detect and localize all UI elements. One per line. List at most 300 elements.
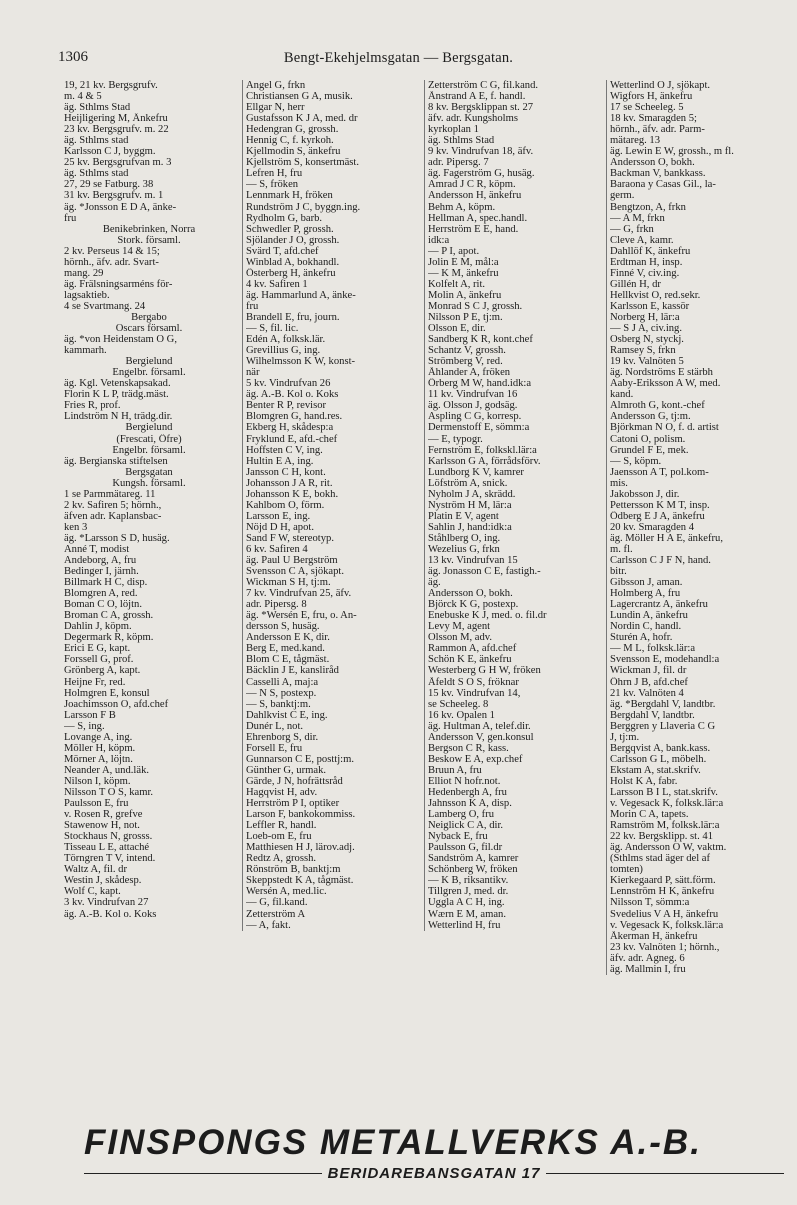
directory-line: Dahlin J, köpm. <box>64 621 132 633</box>
directory-line: äfv. adr. Agneg. 6 <box>610 952 685 964</box>
directory-line: Lamberg O, fru <box>428 809 494 821</box>
directory-line: Johansson J A R, rit. <box>246 477 333 489</box>
directory-line: 2 kv. Safiren 5; hörnh., <box>64 499 162 511</box>
directory-line: 17 se Scheeleg. 5 <box>610 102 684 114</box>
directory-line: 16 kv. Opalen 1 <box>428 709 495 721</box>
directory-line: Österberg H, änkefru <box>246 267 336 279</box>
directory-line: Bruun A, fru <box>428 764 482 776</box>
directory-line: Schantz V, grossh. <box>428 345 506 357</box>
directory-line: Catoni O, polism. <box>610 433 686 445</box>
directory-line: Behm A, köpm. <box>428 201 496 213</box>
directory-line: v. Rosen R, grefve <box>64 809 143 821</box>
directory-line: äg. Bergianska stiftelsen <box>64 455 168 467</box>
directory-line: äg. Sthlms stad <box>64 168 129 180</box>
directory-line: Neiglick C A, dir. <box>428 820 504 832</box>
directory-line: Zetterström A <box>246 908 306 920</box>
directory-line: — A, fakt. <box>246 919 291 931</box>
directory-line: Günther G, urmak. <box>246 764 327 776</box>
directory-line: 19, 21 kv. Bergsgrufv. <box>64 80 158 91</box>
directory-line: — K M, änkefru <box>428 267 499 279</box>
directory-line: Grevillius G, ing. <box>246 345 321 357</box>
directory-line: 1 se Parmmätareg. 11 <box>64 488 156 500</box>
directory-line: — S, banktj:m. <box>246 698 311 710</box>
directory-line: Bergabo <box>131 311 167 323</box>
directory-line: äg. Nordströms E stärbh <box>610 367 713 379</box>
directory-line: Bengtzon, A, frkn <box>610 201 686 213</box>
directory-line: 31 kv. Bergsgrufv. m. 1 <box>64 190 164 202</box>
directory-line: fru <box>246 300 259 312</box>
directory-line: Morin C A, tapets. <box>610 809 689 821</box>
directory-line: Åhlander A, fröken <box>428 367 511 379</box>
directory-line: Stork. församl. <box>117 234 181 246</box>
directory-line: Broman C A, grossh. <box>64 610 154 622</box>
directory-line: — S, fröken <box>246 179 299 191</box>
directory-line: äg. Sthlms stad <box>64 135 129 147</box>
directory-line: Finné V, civ.ing. <box>610 267 680 279</box>
directory-line: Bergielund <box>125 422 173 434</box>
directory-line: Andersson H, änkefru <box>428 190 522 202</box>
directory-line: Larsson B I L, stat.skrifv. <box>610 787 718 798</box>
page-title: Bengt-Ekehjelmsgatan — Bergsgatan. <box>283 50 514 66</box>
directory-line: bitr. <box>610 566 627 578</box>
directory-line: Grönberg A, kapt. <box>64 665 141 677</box>
directory-line: 6 kv. Safiren 4 <box>246 543 308 555</box>
directory-line: Svensson E, modehandl:a <box>610 654 720 666</box>
directory-line: Berg E, med.kand. <box>246 643 325 655</box>
directory-line: Rammon A, afd.chef <box>428 643 517 655</box>
advert-address: BERIDAREBANSGATAN 17 <box>327 1165 541 1182</box>
directory-line: — S J A, civ.ing. <box>610 323 683 335</box>
directory-line: 25 kv. Bergsgrufvan m. 3 <box>64 157 172 169</box>
directory-line: hörnh., äfv. adr. Parm- <box>610 124 705 136</box>
directory-line: Nyström H M, lär:a <box>428 499 512 511</box>
directory-line: Löfström A, snick. <box>428 477 508 489</box>
directory-line: Angel G, frkn <box>246 80 306 91</box>
directory-line: Holmgren E, konsul <box>64 687 150 699</box>
directory-line: kyrkoplan 1 <box>428 124 479 136</box>
directory-line: Grundel F E, mek. <box>610 444 689 456</box>
directory-line: Ramström M, folksk.lär:a <box>610 820 720 832</box>
directory-line: Gärde, J N, hofrättsråd <box>246 775 343 787</box>
directory-line: — A M, frkn <box>610 212 665 224</box>
directory-line: Edén A, folksk.lär. <box>246 334 326 346</box>
directory-line: Matthiesen H J, lärov.adj. <box>246 842 355 854</box>
directory-line: Aaby-Eriksson A W, med. <box>610 378 721 390</box>
directory-line: Backman V, bankkass. <box>610 168 706 180</box>
directory-line: Zetterström C G, fil.kand. <box>428 80 539 91</box>
directory-line: Fries R, prof. <box>64 400 121 412</box>
directory-line: Kjellmodin S, änkefru <box>246 146 341 158</box>
directory-line: Schwedler P, grossh. <box>246 223 334 235</box>
directory-line: äg. *Wersén E, fru, o. An- <box>246 610 357 622</box>
directory-line: Blomgren G, hand.res. <box>246 411 343 423</box>
page-number: 1306 <box>58 49 88 65</box>
directory-line: Elliot N hofr.not. <box>428 775 501 787</box>
directory-line: äg. Hammarlund A, änke- <box>246 289 356 301</box>
directory-line: (Sthlms stad äger del af <box>610 853 711 865</box>
directory-line: äg. Andersson O W, vaktm. <box>610 842 727 854</box>
directory-line: Schön K E, änkefru <box>428 654 512 666</box>
directory-line: Levy M, agent <box>428 621 491 633</box>
directory-line: Westin J, skådesp. <box>64 875 142 887</box>
directory-line: Casselli A, maj:a <box>246 676 319 688</box>
directory-line: Wolf C, kapt. <box>64 886 121 898</box>
directory-line: Anné T, modist <box>64 543 130 555</box>
directory-line: dersson S, husäg. <box>246 621 320 633</box>
directory-line: Tisseau L E, attaché <box>64 842 150 854</box>
directory-line: Aspling C G, korresp. <box>428 411 522 423</box>
directory-line: — S, fil. lic. <box>246 323 299 335</box>
directory-line: Leffler R, handl. <box>246 820 317 832</box>
directory-line: Baraona y Casas Gil., la- <box>610 179 716 191</box>
directory-line: äg. Kgl. Vetenskapsakad. <box>64 378 171 390</box>
directory-line: äg. <box>428 577 441 589</box>
directory-line: 3 kv. Vindrufvan 27 <box>64 897 149 909</box>
directory-line: 22 kv. Bergsklipp. st. 41 <box>610 831 713 843</box>
directory-line: Lindström N H, trädg.dir. <box>64 411 173 423</box>
directory-line: Nyback E, fru <box>428 831 488 843</box>
directory-line: Ramsey S, frkn <box>610 345 676 357</box>
directory-line: Kungsh. församl. <box>112 477 186 489</box>
directory-line: äg. Möller H A E, änkefru, <box>610 532 723 544</box>
directory-line: Hedenbergh A, fru <box>428 787 507 798</box>
directory-line: Lefren H, fru <box>246 168 303 180</box>
directory-line: (Frescati, Öfre) <box>116 433 182 445</box>
directory-line: Nilsson P E, tj:m. <box>428 311 503 323</box>
directory-line: Degermark R, köpm. <box>64 632 154 644</box>
directory-line: Nyholm J A, skrädd. <box>428 488 516 500</box>
directory-line: Beskow E A, exp.chef <box>428 753 523 765</box>
directory-line: Holst K A, fabr. <box>610 775 678 787</box>
directory-column-4 <box>606 80 786 975</box>
advert-rule-right <box>546 1173 784 1174</box>
directory-line: Ståhlberg O, ing. <box>428 532 501 544</box>
directory-line: Norberg H, lär:a <box>610 311 680 323</box>
directory-line: se Scheeleg. 8 <box>428 698 489 710</box>
directory-line: Paulsson G, fil.dr <box>428 842 503 854</box>
directory-line: Johansson K E, bokh. <box>246 488 339 500</box>
directory-line: Dahllöf K, änkefru <box>610 245 691 257</box>
directory-line: Gillén H, dr <box>610 278 661 290</box>
directory-line: Svensson C A, sjökapt. <box>246 566 345 578</box>
directory-line: Dahlkvist C E, ing. <box>246 709 328 721</box>
directory-line: äg. Jonasson C E, fastigh.- <box>428 566 541 578</box>
directory-line: Larson F, bankokommiss. <box>246 809 356 821</box>
directory-line: Jolin E M, mål:a <box>428 256 499 268</box>
directory-line: Gunnarson C E, posttj:m. <box>246 753 354 765</box>
directory-line: — G, frkn <box>610 223 654 235</box>
directory-line: — K B, riksantikv. <box>428 875 509 887</box>
directory-line: Bergdahl V, landtbr. <box>610 709 695 721</box>
directory-line: Holmberg A, fru <box>610 588 681 600</box>
directory-line: Hagqvist H, adv. <box>246 787 318 798</box>
directory-line: Ekberg H, skådesp:a <box>246 422 334 434</box>
directory-line: Carlsson C J F N, hand. <box>610 555 711 567</box>
directory-line: Ånstrand A E, f. handl. <box>428 91 526 103</box>
directory-line: Gibsson J, aman. <box>610 577 683 589</box>
directory-line: äg. Mallmin I, fru <box>610 963 686 975</box>
directory-line: Bergqvist A, bank.kass. <box>610 742 711 754</box>
directory-line: Karlsson E, kassör <box>610 300 690 312</box>
directory-line: Florin K L P, trädg.mäst. <box>64 389 169 401</box>
directory-line: Åfeldt S O S, fröknar <box>428 676 519 688</box>
directory-line: Joachimsson O, afd.chef <box>64 698 169 710</box>
directory-line: Ödberg E J A, änkefru <box>610 510 705 522</box>
directory-line: äg. Sthlms Stad <box>428 135 495 147</box>
directory-line: Waltz A, fil. dr <box>64 864 127 876</box>
directory-line: Sandström A, kamrer <box>428 853 519 865</box>
directory-line: Olsson M, adv. <box>428 632 493 644</box>
directory-line: kand. <box>610 389 634 401</box>
directory-line: äg. Fagerström G, husäg. <box>428 168 535 180</box>
directory-line: Karlsson G A, förrådsförv. <box>428 455 541 467</box>
directory-line: Ellgar N, herr <box>246 102 305 114</box>
directory-line: Erdtman H, insp. <box>610 256 683 268</box>
directory-line: Carlsson G L, möbelh. <box>610 753 707 765</box>
directory-line: Lundborg K V, kamrer <box>428 466 524 478</box>
directory-line: mis. <box>610 477 628 489</box>
directory-line: idk:a <box>428 234 450 246</box>
directory-line: Berggren y Llaveria C G <box>610 720 716 732</box>
directory-line: Herrström P I, optiker <box>246 798 340 810</box>
directory-line: Enebuske K J, med. o. fil.dr <box>428 610 547 622</box>
directory-line: Benikebrinken, Norra <box>102 223 196 235</box>
directory-line: Billmark H C, disp. <box>64 577 148 589</box>
directory-line: Tillgren J, med. dr. <box>428 886 509 898</box>
advertisement <box>84 1124 784 1182</box>
directory-line: Hellman A, spec.handl. <box>428 212 528 224</box>
directory-line: Christiansen G A, musik. <box>246 91 353 103</box>
directory-line: Engelbr. församl. <box>112 444 186 456</box>
directory-line: Andeborg, A, fru <box>64 555 137 567</box>
directory-line: Nilson I, köpm. <box>64 775 131 787</box>
directory-line: Loeb-om E, fru <box>246 831 312 843</box>
directory-line: 18 kv. Smaragden 5; <box>610 113 697 125</box>
directory-line: 2 kv. Perseus 14 & 15; <box>64 245 160 257</box>
directory-line: äg. Frälsningsarméns för- <box>64 278 173 290</box>
advert-title: FINSPONGS METALLVERKS A.-B. <box>84 1123 702 1162</box>
directory-line: Nilsson T, sömm:a <box>610 897 690 909</box>
directory-line: Sjölander J O, grossh. <box>246 234 340 246</box>
directory-line: — P I, apot. <box>428 245 480 257</box>
directory-line: Fernström E, folkskl.lär:a <box>428 444 537 456</box>
directory-line: äg. *Jonsson E D A, änke- <box>64 201 177 213</box>
directory-line: Gustafsson K J A, med. dr <box>246 113 358 125</box>
directory-line: m. 4 & 5 <box>64 91 102 103</box>
directory-line: Rundström J C, byggn.ing. <box>246 201 361 213</box>
directory-line: Blom C E, tågmäst. <box>246 654 330 666</box>
directory-line: fru <box>64 212 77 224</box>
directory-line: Wickman J, fil. dr <box>610 665 687 677</box>
directory-line: Jansson C H, kont. <box>246 466 326 478</box>
directory-line: Wilhelmsson K W, konst- <box>246 356 356 368</box>
directory-line: Dermenstoff E, sömm:a <box>428 422 530 434</box>
directory-line: Strömberg V, red. <box>428 356 503 368</box>
directory-line: Bergsgatan <box>125 466 173 478</box>
directory-line: v. Vegesack K, folksk.lär:a <box>610 798 724 810</box>
directory-line: Andersson O, bokh. <box>610 157 695 169</box>
directory-line: Lennmark H, fröken <box>246 190 333 202</box>
directory-line: Monrad S C J, grossh. <box>428 300 523 312</box>
directory-line: äg. *von Heidenstam O G, <box>64 334 177 346</box>
directory-line: Brandell E, fru, journ. <box>246 311 340 323</box>
directory-line: Hedengran G, grossh. <box>246 124 339 136</box>
directory-line: Engelbr. församl. <box>112 367 186 379</box>
directory-line: äg. Hultman A, telef.dir. <box>428 720 531 732</box>
directory-line: kammarh. <box>64 345 107 357</box>
directory-line: Örberg M W, hand.idk:a <box>428 378 532 390</box>
directory-line: Wærn E M, aman. <box>428 908 506 920</box>
directory-line: Cleve A, kamr. <box>610 234 674 246</box>
directory-line: Åkerman H, änkefru <box>610 930 698 942</box>
directory-line: Kahlbom O, förm. <box>246 499 325 511</box>
directory-line: äg. A.-B. Kol o. Koks <box>64 908 157 920</box>
directory-line: 7 kv. Vindrufvan 25, äfv. <box>246 588 352 600</box>
directory-line: lagsaktieb. <box>64 289 110 301</box>
directory-line: Amrad J C R, köpm. <box>428 179 516 191</box>
directory-line: Oscars församl. <box>115 323 183 335</box>
directory-line: Neander A, und.läk. <box>64 764 150 776</box>
directory-line: Möller H, köpm. <box>64 742 136 754</box>
directory-line: Andersson E K, dir. <box>246 632 330 644</box>
directory-line: 19 kv. Valnöten 5 <box>610 356 684 368</box>
directory-line: Osberg N, styckj. <box>610 334 684 346</box>
directory-line: Fryklund E, afd.-chef <box>246 433 338 445</box>
directory-line: Törngren T V, intend. <box>64 853 156 865</box>
directory-line: Wetterlind O J, sjökapt. <box>610 80 711 91</box>
directory-line: Björck K G, postexp. <box>428 599 519 611</box>
directory-line: Larsson E, ing. <box>246 510 311 522</box>
directory-line: Heijne Fr, red. <box>64 676 126 688</box>
directory-line: Wersén A, med.lic. <box>246 886 327 898</box>
directory-line: Hennig C, f. kyrkoh. <box>246 135 334 147</box>
directory-column-2 <box>242 80 422 931</box>
directory-line: Kolfelt A, rit. <box>428 278 486 290</box>
directory-line: Paulsson E, fru <box>64 798 129 810</box>
directory-line: 4 se Svartmang. 24 <box>64 300 146 312</box>
directory-line: Platin E V, agent <box>428 510 499 522</box>
directory-line: Stockhaus N, grosss. <box>64 831 153 843</box>
directory-line: tomten) <box>610 864 643 876</box>
directory-line: — G, fil.kand. <box>246 897 308 909</box>
directory-line: Hoffsten C V, ing. <box>246 444 323 456</box>
directory-line: Herrström E E, hand. <box>428 223 519 235</box>
directory-line: ken 3 <box>64 521 88 533</box>
directory-line: 21 kv. Valnöten 4 <box>610 687 684 699</box>
directory-line: Andersson V, gen.konsul <box>428 731 534 743</box>
directory-line: — M L, folksk.lär:a <box>610 643 696 655</box>
directory-line: Ekstam A, stat.skrifv. <box>610 764 701 776</box>
directory-column-1 <box>64 80 234 920</box>
directory-line: 13 kv. Vindrufvan 15 <box>428 555 518 567</box>
directory-line: äg. Paul U Bergström <box>246 555 338 567</box>
directory-line: Nöjd D H, apot. <box>246 521 314 533</box>
directory-line: 11 kv. Vindrufvan 16 <box>428 389 518 401</box>
directory-line: 20 kv. Smaragden 4 <box>610 521 695 533</box>
directory-line: Jahnsson K A, disp. <box>428 798 512 810</box>
directory-line: Lagercrantz A, änkefru <box>610 599 708 611</box>
directory-line: Jaensson A T, pol.kom- <box>610 466 709 478</box>
directory-line: Almroth G, kont.-chef <box>610 400 705 412</box>
directory-line: äg. *Bergdahl V, landtbr. <box>610 698 716 710</box>
directory-line: Lundin A, änkefru <box>610 610 688 622</box>
directory-line: 23 kv. Bergsgrufv. m. 22 <box>64 124 169 136</box>
directory-line: mang. 29 <box>64 267 104 279</box>
directory-column-3 <box>424 80 604 931</box>
directory-line: Larsson F B <box>64 709 116 721</box>
directory-line: Boman C O, löjtn. <box>64 599 142 611</box>
directory-line: äg. Lewin E W, grossh., m fl. <box>610 146 734 158</box>
directory-line: Jakobsson J, dir. <box>610 488 680 500</box>
directory-line: Nordin C, handl. <box>610 621 682 633</box>
advert-rule-left <box>84 1173 322 1174</box>
directory-line: m. fl. <box>610 543 633 555</box>
directory-line: när <box>246 367 260 379</box>
directory-columns <box>64 80 768 1110</box>
directory-line: Sahlin J, hand:idk:a <box>428 521 512 533</box>
directory-line: 27, 29 se Fatburg. 38 <box>64 179 154 191</box>
directory-line: Öhrn J B, afd.chef <box>610 676 688 688</box>
directory-line: Kjellström S, konsertmäst. <box>246 157 359 169</box>
directory-line: Bergson C R, kass. <box>428 742 509 754</box>
directory-line: Sand F W, stereotyp. <box>246 532 334 544</box>
directory-line: — E, typogr. <box>428 433 483 445</box>
directory-line: Rönström B, banktj:m <box>246 864 341 876</box>
directory-line: 23 kv. Valnöten 1; hörnh., <box>610 941 720 953</box>
directory-line: Rydholm G, barb. <box>246 212 323 224</box>
directory-line: 4 kv. Safiren 1 <box>246 278 308 290</box>
directory-line: Wickman S H, tj:m. <box>246 577 331 589</box>
directory-line: Nilsson T O S, kamr. <box>64 787 154 798</box>
directory-line: Wetterlind H, fru <box>428 919 501 931</box>
directory-line: Sandberg K R, kont.chef <box>428 334 533 346</box>
directory-line: 15 kv. Vindrufvan 14, <box>428 687 521 699</box>
directory-line: adr. Pipersg. 7 <box>428 157 489 169</box>
directory-line: Wigfors H, änkefru <box>610 91 693 103</box>
directory-line: J, tj:m. <box>610 731 640 743</box>
directory-line: Lovange A, ing. <box>64 731 133 743</box>
directory-line: Redtz A, grossh. <box>246 853 317 865</box>
directory-line: Lennström H K, änkefru <box>610 886 715 898</box>
directory-line: Stawenow H, not. <box>64 820 140 832</box>
directory-line: 8 kv. Bergsklippan st. 27 <box>428 102 534 114</box>
directory-line: Westerberg G H W, fröken <box>428 665 541 677</box>
directory-line: Mörner A, löjtn. <box>64 753 133 765</box>
directory-line: Andersson G, tj:m. <box>610 411 691 423</box>
directory-line: Pettersson K M T, insp. <box>610 499 710 511</box>
directory-line: Bedinger I, järnh. <box>64 566 139 578</box>
directory-line: äg. Olsson J, godsäg. <box>428 400 518 412</box>
directory-line: Forssell G, prof. <box>64 654 134 666</box>
directory-line: Björkman N O, f. d. artist <box>610 422 719 434</box>
directory-line: Schönberg W, fröken <box>428 864 518 876</box>
directory-line: Karlsson C J, byggm. <box>64 146 156 158</box>
directory-line: adr. Pipersg. 8 <box>246 599 307 611</box>
directory-line: äg. *Larsson S D, husäg. <box>64 532 170 544</box>
directory-line: Winblad A, bokhandl. <box>246 256 340 268</box>
directory-line: — S, köpm. <box>610 455 662 467</box>
directory-line: Erici E G, kapt. <box>64 643 131 655</box>
advert-address-line <box>84 1165 784 1182</box>
directory-line: Andersson O, bokh. <box>428 588 513 600</box>
directory-line: Benter R P, revisor <box>246 400 327 412</box>
directory-line: Bergielund <box>125 356 173 368</box>
directory-line: mätareg. 13 <box>610 135 661 147</box>
directory-line: Uggla A C H, ing. <box>428 897 505 909</box>
directory-line: Kierkegaard P, sätt.förm. <box>610 875 716 887</box>
directory-line: Bäcklin J E, kansliråd <box>246 665 339 677</box>
directory-line: äfv. adr. Kungsholms <box>428 113 518 125</box>
